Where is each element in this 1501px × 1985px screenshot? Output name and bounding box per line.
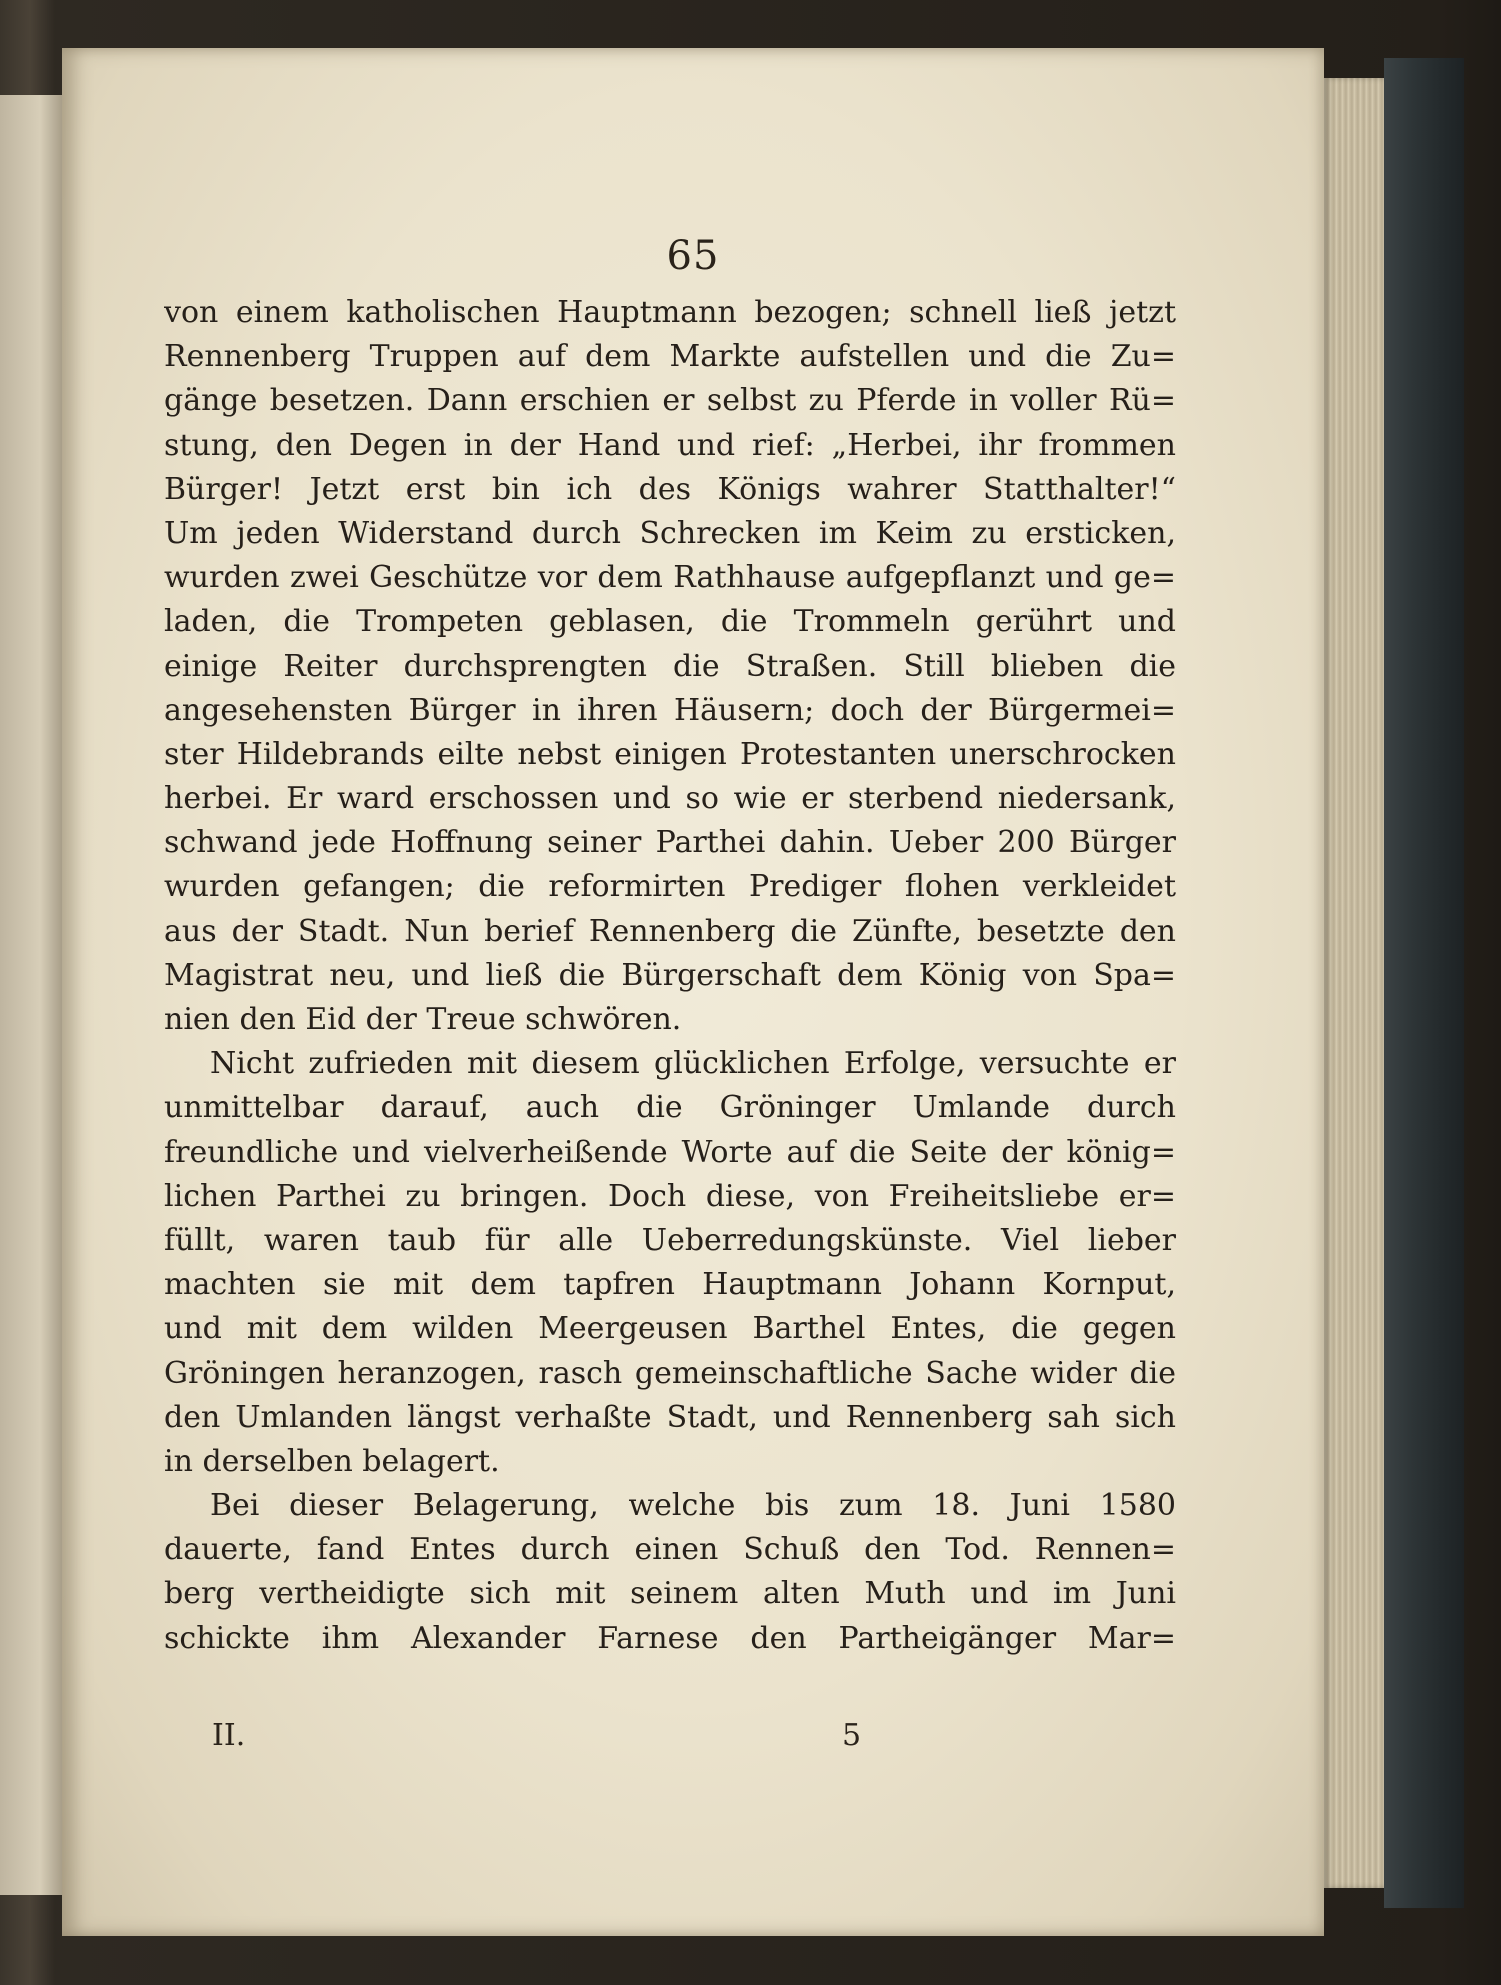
text-line: freundliche und vielverheißende Worte auf die Seite der könig= — [164, 1134, 1176, 1170]
book-cover-edge — [1384, 58, 1464, 1908]
text-line: in derselben belagert. — [164, 1443, 500, 1479]
text-line: Rennenberg Truppen auf dem Markte aufstellen und die Zu= — [164, 339, 1176, 375]
text-line: stung, den Degen in der Hand und rief: „Herbei, ihr frommen — [164, 427, 1176, 463]
text-line: Gröningen heranzogen, rasch gemeinschaftliche Sache wider die — [164, 1355, 1176, 1391]
text-line: wurden gefangen; die reformirten Prediger flohen verkleidet — [164, 869, 1176, 905]
text-line: dauerte, fand Entes durch einen Schuß den Tod. Rennen= — [164, 1532, 1176, 1568]
book-page — [62, 48, 1324, 1936]
text-line: Nicht zufrieden mit diesem glücklichen Erfolge, versuchte er — [210, 1046, 1176, 1082]
text-line: und mit dem wilden Meergeusen Barthel Entes, die gegen — [164, 1311, 1176, 1347]
left-page-edge — [0, 95, 62, 1895]
text-line: Bei dieser Belagerung, welche bis zum 18. Juni 1580 — [210, 1488, 1176, 1524]
text-line: Bürger! Jetzt erst bin ich des Königs wahrer Statthalter!“ — [164, 471, 1176, 507]
text-line: unmittelbar darauf, auch die Gröninger Umlande durch — [164, 1090, 1176, 1126]
page-number: 65 — [666, 233, 720, 279]
text-line: von einem katholischen Hauptmann bezogen; schnell ließ jetzt — [164, 295, 1176, 330]
text-line: ster Hildebrands eilte nebst einigen Protestanten unerschrocken — [164, 736, 1176, 772]
sheet-signature: 5 — [842, 1718, 862, 1753]
text-line: den Umlanden längst verhaßte Stadt, und Rennenberg sah sich — [164, 1399, 1176, 1435]
text-line: Um jeden Widerstand durch Schrecken im Keim zu ersticken, — [164, 515, 1176, 551]
text-line: machten sie mit dem tapfren Hauptmann Johann Kornput, — [164, 1267, 1176, 1303]
text-line: lichen Parthei zu bringen. Doch diese, von Freiheitsliebe er= — [164, 1178, 1176, 1214]
text-line: schickte ihm Alexander Farnese den Partheigänger Mar= — [164, 1620, 1176, 1656]
volume-signature: II. — [212, 1718, 246, 1753]
text-line: gänge besetzen. Dann erschien er selbst zu Pferde in voller Rü= — [164, 383, 1176, 419]
text-line: einige Reiter durchsprengten die Straßen. Still blieben die — [164, 648, 1176, 684]
text-line: angesehensten Bürger in ihren Häusern; doch der Bürgermei= — [164, 692, 1176, 728]
text-line: berg vertheidigte sich mit seinem alten Muth und im Juni — [164, 1576, 1176, 1612]
text-line: wurden zwei Geschütze vor dem Rathhause aufgepflanzt und ge= — [164, 560, 1176, 596]
text-line: herbei. Er ward erschossen und so wie er sterbend niedersank, — [164, 781, 1176, 817]
text-line: nien den Eid der Treue schwören. — [164, 1002, 682, 1037]
text-line: schwand jede Hoffnung seiner Parthei dahin. Ueber 200 Bürger — [164, 825, 1176, 861]
text-line: laden, die Trompeten geblasen, die Trommeln gerührt und — [164, 604, 1176, 640]
text-line: aus der Stadt. Nun berief Rennenberg die Zünfte, besetzte den — [164, 913, 1176, 949]
text-line: füllt, waren taub für alle Ueberredungskünste. Viel lieber — [164, 1222, 1176, 1258]
page-stack-edge — [1324, 78, 1384, 1888]
text-line: Magistrat neu, und ließ die Bürgerschaft dem König von Spa= — [164, 957, 1176, 993]
body-text — [164, 291, 1176, 1661]
